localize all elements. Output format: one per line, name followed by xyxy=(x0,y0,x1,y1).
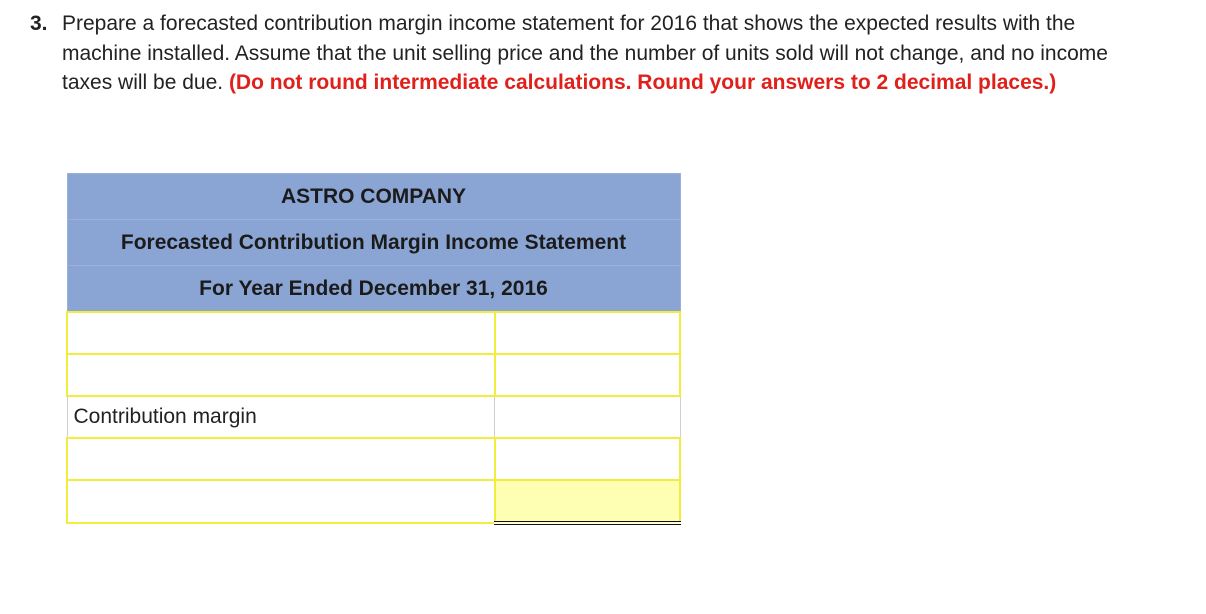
company-name: ASTRO COMPANY xyxy=(67,174,680,220)
question-block xyxy=(30,9,1150,98)
table-row xyxy=(67,312,680,354)
net-income-value-input[interactable] xyxy=(496,481,680,521)
row-5-label-cell[interactable] xyxy=(67,480,495,523)
row-1-value-input[interactable] xyxy=(496,313,680,353)
row-4-label-cell[interactable] xyxy=(67,438,495,480)
row-1-label-cell[interactable] xyxy=(67,312,495,354)
table-row xyxy=(67,480,680,523)
contribution-margin-value xyxy=(495,396,681,438)
statement-title: Forecasted Contribution Margin Income Statement xyxy=(67,220,680,266)
table-row xyxy=(67,438,680,480)
question-number: 3. xyxy=(30,12,48,35)
row-1-value-cell[interactable] xyxy=(495,312,681,354)
table-row xyxy=(67,396,680,438)
income-statement-table xyxy=(66,173,681,525)
row-5-value-cell[interactable] xyxy=(495,480,681,523)
question-text-block xyxy=(62,9,1150,98)
row-2-value-cell[interactable] xyxy=(495,354,681,396)
question-text: Prepare a forecasted contribution margin income statement for 2016 that shows the expected results with the machine installed. Assume that the unit selling price and the number of units sold will not change, and no income taxes will be due. xyxy=(62,12,1108,94)
row-2-value-input[interactable] xyxy=(496,355,680,395)
row-2-label-cell[interactable] xyxy=(67,354,495,396)
contribution-margin-label: Contribution margin xyxy=(67,396,495,438)
table-row xyxy=(67,354,680,396)
question-instruction: (Do not round intermediate calculations. Round your answers to 2 decimal places.) xyxy=(228,71,1057,94)
statement-period: For Year Ended December 31, 2016 xyxy=(67,266,680,313)
row-4-label-input[interactable] xyxy=(68,439,494,479)
row-4-value-input[interactable] xyxy=(496,439,680,479)
row-1-label-input[interactable] xyxy=(68,313,494,353)
row-4-value-cell[interactable] xyxy=(495,438,681,480)
row-2-label-input[interactable] xyxy=(68,355,494,395)
row-5-label-input[interactable] xyxy=(68,482,494,522)
